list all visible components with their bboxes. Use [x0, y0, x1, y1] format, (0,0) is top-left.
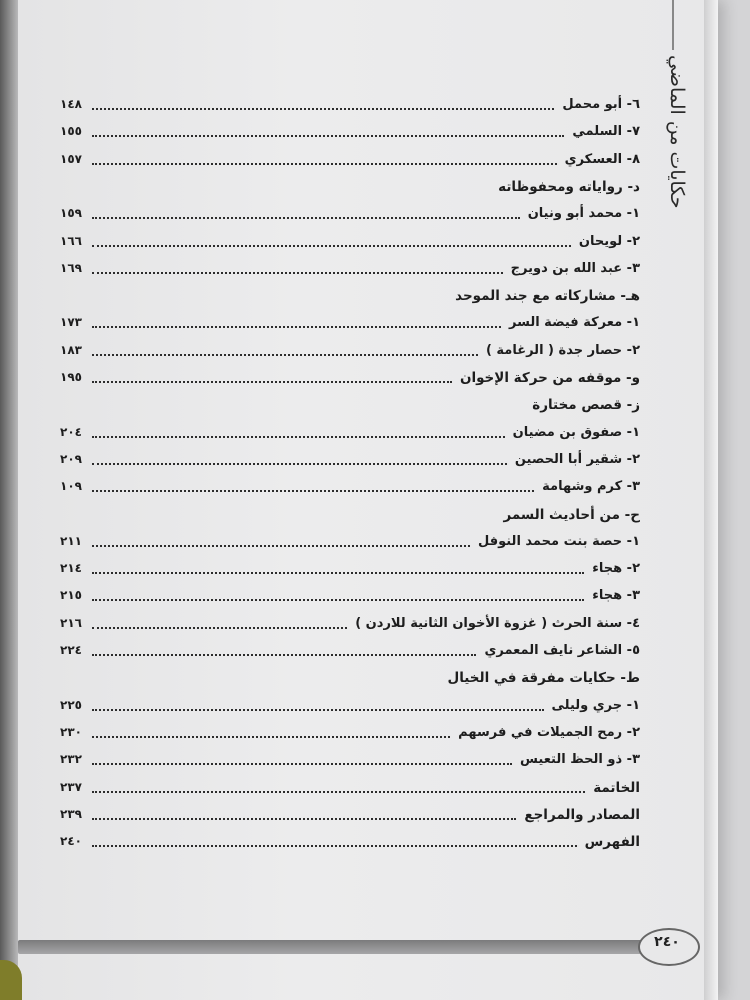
page-edge	[704, 0, 718, 1000]
toc-entry	[60, 476, 640, 500]
toc-entry	[60, 422, 640, 446]
toc-entry	[60, 667, 640, 691]
facing-page-shadow	[0, 0, 18, 1000]
toc-entry	[60, 312, 640, 336]
toc-leader-dots	[92, 599, 584, 601]
toc-entry-title: ١- جري وليلى	[551, 697, 640, 713]
toc-entry-title: ٢- هجاء	[592, 561, 640, 577]
toc-entry-title: ز- قصص مختارة	[532, 397, 640, 414]
toc-entry	[60, 340, 640, 364]
toc-entry	[60, 585, 640, 609]
toc-leader-dots	[92, 490, 534, 492]
toc-entry	[60, 558, 640, 582]
toc-entry	[60, 176, 640, 200]
toc-leader-dots	[92, 736, 450, 738]
toc-entry-page: ٢١١	[60, 533, 82, 548]
toc-entry-page: ١٥٧	[60, 151, 82, 166]
toc-leader-dots	[92, 627, 347, 629]
toc-entry	[60, 94, 640, 118]
toc-entry-title: هـ- مشاركاته مع جند الموحد	[455, 288, 640, 305]
toc-leader-dots	[92, 572, 584, 574]
toc-entry-title: ٥- الشاعر نايف المعمري	[484, 643, 640, 658]
page-number: ٢٤٠	[654, 934, 680, 950]
toc-entry-page: ١٤٨	[60, 97, 82, 111]
toc-entry-page: ٢٣٢	[60, 752, 82, 767]
toc-entry-title: الخاتمة	[593, 779, 640, 796]
toc-entry-page: ٢٢٥	[60, 697, 82, 712]
toc-entry	[60, 749, 640, 773]
footer-bar	[18, 940, 698, 954]
toc-leader-dots	[92, 791, 585, 793]
toc-leader-dots	[92, 381, 452, 383]
running-head	[660, 55, 688, 255]
toc-entry	[60, 831, 640, 855]
toc-leader-dots	[92, 163, 557, 165]
toc-leader-dots	[92, 436, 505, 438]
toc-entry	[60, 449, 640, 473]
toc-entry	[60, 149, 640, 173]
toc-entry	[60, 531, 640, 555]
toc-leader-dots	[92, 135, 564, 137]
toc-entry-page: ٢٠٩	[60, 451, 82, 466]
toc-entry-page: ٢١٤	[60, 561, 82, 576]
toc-entry-page: ١٥٥	[60, 124, 82, 139]
toc-leader-dots	[92, 463, 507, 465]
toc-leader-dots	[92, 709, 544, 711]
toc-entry-title: و- موقفه من حركة الإخوان	[459, 370, 640, 386]
toc-entry-title: ٧- السلمي	[572, 124, 640, 140]
toc-entry	[60, 504, 640, 528]
toc-leader-dots	[92, 245, 571, 247]
toc-entry-page: ٢٣٩	[60, 806, 82, 821]
header-rule	[672, 0, 674, 50]
toc-entry	[60, 640, 640, 664]
toc-leader-dots	[92, 272, 503, 274]
toc-entry-title: ٤- سنة الحرث ( غزوة الأخوان الثانية للاردن )	[355, 615, 640, 631]
toc-entry	[60, 695, 640, 719]
toc-entry-title: ٢- شقير أبا الحصين	[514, 451, 640, 467]
toc-entry-title: ١- حصة بنت محمد النوفل	[477, 533, 640, 549]
toc-entry-page: ١٠٩	[60, 479, 82, 494]
toc-entry-title: د- رواياته ومحفوظاته	[498, 178, 640, 195]
toc-entry-title: ١- صفوق بن مضيان	[512, 424, 640, 440]
toc-entry-page: ١٦٦	[60, 233, 82, 248]
toc-entry-title: ٣- عبد الله بن دويرج	[510, 260, 640, 276]
toc-entry-page: ٢٤٠	[60, 834, 82, 849]
toc-entry	[60, 722, 640, 746]
toc-entry-page: ٢٠٤	[60, 424, 82, 439]
toc-entry	[60, 777, 640, 801]
toc-entry-title: ٨- العسكري	[564, 151, 640, 167]
toc-entry-page: ٢٣٧	[60, 779, 82, 794]
toc-entry-title: ١- محمد أبو ونيان	[527, 206, 640, 222]
toc-entry	[60, 231, 640, 255]
toc-entry-page: ١٩٥	[60, 370, 82, 384]
toc-entry-page: ١٨٣	[60, 342, 82, 357]
running-head-text: حكايات من الماضي	[666, 55, 688, 209]
toc-leader-dots	[92, 108, 554, 110]
toc-entry-page: ٢١٥	[60, 588, 82, 603]
toc-leader-dots	[92, 545, 470, 547]
toc-leader-dots	[92, 326, 501, 328]
toc-entry-title: الفهرس	[584, 834, 640, 851]
toc-entry-title: ١- معركة فيضة السر	[509, 315, 640, 331]
toc-entry-title: ط- حكايات مفرقة في الخيال	[447, 670, 640, 687]
toc-entry-page: ٢٢٤	[60, 643, 82, 657]
toc-entry-page: ١٥٩	[60, 206, 82, 221]
toc-entry-title: ح- من أحاديث السمر	[503, 506, 640, 523]
toc-leader-dots	[92, 217, 520, 219]
toc-entry	[60, 613, 640, 637]
toc-entry-title: ٢- رمح الجميلات في فرسهم	[458, 724, 640, 740]
toc-entry	[60, 367, 640, 391]
toc-entry-title: المصادر والمراجع	[524, 806, 640, 823]
toc-entry	[60, 804, 640, 828]
toc-entry-title: ٣- كرم وشهامة	[542, 479, 640, 495]
toc-leader-dots	[92, 354, 478, 356]
toc-entry	[60, 203, 640, 227]
toc-entry-page: ٢٣٠	[60, 724, 82, 739]
toc-entry-page: ١٧٣	[60, 315, 82, 330]
toc-entry	[60, 285, 640, 309]
toc-leader-dots	[92, 845, 577, 847]
toc-entry	[60, 121, 640, 145]
toc-entry-page: ٢١٦	[60, 615, 82, 630]
toc-entry-page: ١٦٩	[60, 260, 82, 275]
toc-entry	[60, 258, 640, 282]
toc-leader-dots	[92, 763, 512, 765]
toc-entry-title: ٣- هجاء	[592, 588, 640, 604]
toc-entry	[60, 394, 640, 418]
toc-entry-title: ٢- لويحان	[578, 233, 640, 249]
toc-entry-title: ٦- أبو محمل	[562, 97, 640, 112]
toc-entry-title: ٢- حصار جدة ( الرغامة )	[485, 342, 640, 358]
toc-entry-title: ٣- ذو الحظ التعيس	[520, 752, 640, 768]
toc-leader-dots	[92, 654, 476, 656]
toc-leader-dots	[92, 818, 516, 820]
